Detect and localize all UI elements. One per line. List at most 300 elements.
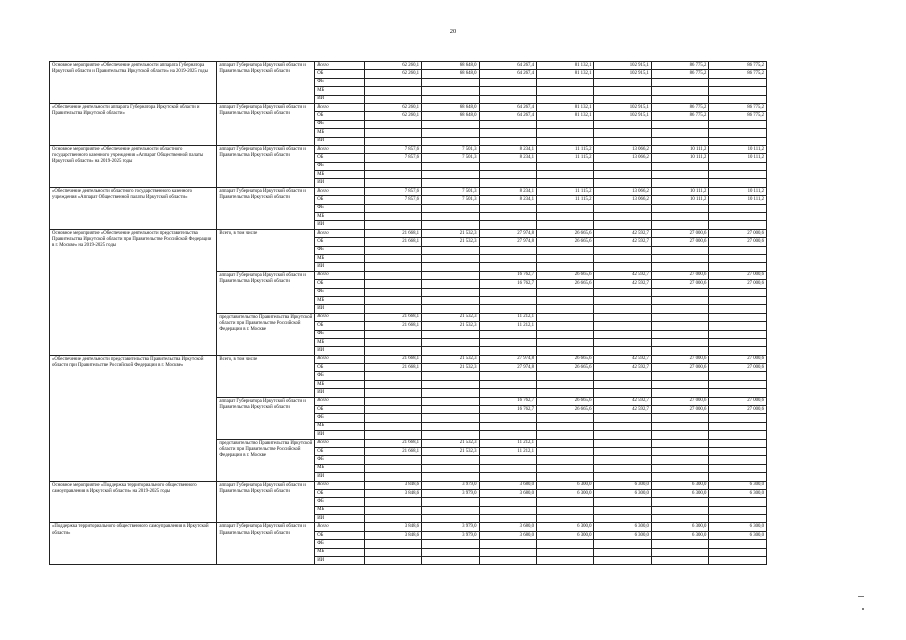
funding-source-cell: МБ (315, 296, 364, 304)
funding-source-cell: Всего (315, 187, 364, 195)
amount-cell (651, 498, 708, 506)
amount-cell: 62 260,1 (364, 112, 421, 120)
amount-cell (537, 347, 594, 355)
amount-cell (479, 515, 536, 523)
amount-cell (594, 548, 651, 556)
amount-cell (479, 498, 536, 506)
amount-cell: 68 648,0 (422, 62, 479, 70)
amount-cell: 27 974,8 (479, 355, 536, 363)
amount-cell (364, 372, 421, 380)
amount-cell: 62 260,1 (364, 62, 421, 70)
amount-cell (422, 397, 479, 405)
amount-cell: 21 532,3 (422, 322, 479, 330)
amount-cell (422, 263, 479, 271)
amount-cell (537, 305, 594, 313)
funding-source-cell: ОБ (315, 112, 364, 120)
amount-cell (709, 473, 767, 481)
amount-cell (479, 221, 536, 229)
funding-source-cell: ОБ (315, 280, 364, 288)
amount-cell (594, 557, 651, 565)
amount-cell: 13 066,2 (594, 187, 651, 195)
measure-name-cell: Основное мероприятие «Обеспечение деятельности аппарата Губернатора Иркутской области и Правительства Иркутской области» на 2019-2025 годы (50, 62, 217, 104)
amount-cell (594, 288, 651, 296)
funding-source-cell: ОБ (315, 154, 364, 162)
amount-cell (651, 548, 708, 556)
amount-cell: 10 111,2 (651, 145, 708, 153)
amount-cell (709, 129, 767, 137)
amount-cell: 21 532,3 (422, 238, 479, 246)
amount-cell: 27 000,6 (709, 229, 767, 237)
amount-cell (651, 414, 708, 422)
amount-cell (594, 447, 651, 455)
amount-cell: 21 532,3 (422, 364, 479, 372)
funding-source-cell: МБ (315, 338, 364, 346)
amount-cell: 21 532,3 (422, 313, 479, 321)
amount-cell (537, 137, 594, 145)
table-row (50, 187, 767, 195)
funding-source-cell: МБ (315, 422, 364, 430)
amount-cell (537, 464, 594, 472)
amount-cell: 26 665,6 (537, 355, 594, 363)
amount-cell: 68 648,0 (422, 70, 479, 78)
amount-cell (364, 87, 421, 95)
amount-cell (651, 221, 708, 229)
measure-name-cell: «Поддержка территориального общественного самоуправления в Иркутской области» (50, 523, 217, 565)
funding-source-cell: ФБ (315, 456, 364, 464)
amount-cell (709, 548, 767, 556)
funding-source-cell: ИИ (315, 221, 364, 229)
amount-cell (537, 179, 594, 187)
amount-cell: 64 267,4 (479, 103, 536, 111)
amount-cell (422, 162, 479, 170)
amount-cell (537, 372, 594, 380)
amount-cell (364, 305, 421, 313)
amount-cell: 6 300,0 (651, 489, 708, 497)
amount-cell (479, 473, 536, 481)
amount-cell: 21 668,1 (364, 447, 421, 455)
amount-cell: 3 848,6 (364, 489, 421, 497)
amount-cell (364, 254, 421, 262)
amount-cell (709, 296, 767, 304)
funding-source-cell: МБ (315, 254, 364, 262)
amount-cell: 68 648,0 (422, 112, 479, 120)
funding-source-cell: ОБ (315, 406, 364, 414)
table-row (50, 62, 767, 70)
amount-cell (364, 338, 421, 346)
amount-cell: 42 592,7 (594, 355, 651, 363)
amount-cell (422, 246, 479, 254)
amount-cell: 21 532,3 (422, 355, 479, 363)
amount-cell: 86 775,2 (709, 62, 767, 70)
funding-source-cell: ОБ (315, 489, 364, 497)
amount-cell: 62 260,1 (364, 70, 421, 78)
funding-source-cell: ИИ (315, 389, 364, 397)
table-body (50, 62, 767, 565)
amount-cell (537, 557, 594, 565)
funding-source-cell: МБ (315, 380, 364, 388)
amount-cell (422, 288, 479, 296)
table-row (50, 103, 767, 111)
amount-cell (422, 213, 479, 221)
amount-cell (422, 204, 479, 212)
amount-cell (651, 338, 708, 346)
amount-cell: 6 300,0 (537, 481, 594, 489)
amount-cell: 102 915,1 (594, 112, 651, 120)
amount-cell (594, 473, 651, 481)
amount-cell (651, 380, 708, 388)
amount-cell (594, 422, 651, 430)
amount-cell (479, 78, 536, 86)
amount-cell: 102 915,1 (594, 70, 651, 78)
amount-cell (479, 179, 536, 187)
amount-cell (422, 296, 479, 304)
amount-cell: 27 000,6 (651, 271, 708, 279)
amount-cell (422, 506, 479, 514)
amount-cell (594, 95, 651, 103)
amount-cell: 6 300,0 (651, 523, 708, 531)
amount-cell (364, 414, 421, 422)
executor-cell: аппарат Губернатора Иркутской области и Правительства Иркутской области (217, 62, 315, 104)
amount-cell: 11 115,2 (537, 187, 594, 195)
amount-cell: 86 775,2 (709, 112, 767, 120)
amount-cell (537, 313, 594, 321)
amount-cell (651, 372, 708, 380)
amount-cell (364, 213, 421, 221)
amount-cell (364, 422, 421, 430)
amount-cell: 21 668,1 (364, 322, 421, 330)
amount-cell: 86 775,2 (709, 70, 767, 78)
page-number: 20 (449, 28, 457, 35)
amount-cell (479, 347, 536, 355)
amount-cell (709, 338, 767, 346)
amount-cell: 27 974,8 (479, 238, 536, 246)
amount-cell (364, 431, 421, 439)
amount-cell (537, 447, 594, 455)
funding-source-cell: ОБ (315, 531, 364, 539)
amount-cell (651, 263, 708, 271)
amount-cell (709, 78, 767, 86)
amount-cell: 21 668,1 (364, 229, 421, 237)
amount-cell (479, 254, 536, 262)
amount-cell: 26 665,6 (537, 364, 594, 372)
amount-cell (709, 221, 767, 229)
amount-cell: 102 915,1 (594, 103, 651, 111)
amount-cell: 27 974,8 (479, 229, 536, 237)
amount-cell (422, 87, 479, 95)
executor-cell: аппарат Губернатора Иркутской области и Правительства Иркутской области (217, 523, 315, 565)
amount-cell (594, 347, 651, 355)
amount-cell: 3 848,6 (364, 523, 421, 531)
amount-cell (709, 322, 767, 330)
amount-cell (594, 540, 651, 548)
amount-cell (537, 473, 594, 481)
table-row (50, 229, 767, 237)
amount-cell (709, 422, 767, 430)
amount-cell: 27 974,8 (479, 364, 536, 372)
amount-cell (709, 162, 767, 170)
amount-cell (364, 246, 421, 254)
amount-cell (594, 305, 651, 313)
amount-cell (479, 305, 536, 313)
amount-cell (651, 305, 708, 313)
amount-cell: 8 234,1 (479, 154, 536, 162)
amount-cell (594, 254, 651, 262)
measure-name-cell: Основное мероприятие «Обеспечение деятельности представительства Правительства Иркутской области при Правительстве Российской Федерации в г. Москве» на 2019-2025 годы (50, 229, 217, 355)
amount-cell (364, 389, 421, 397)
amount-cell: 21 532,3 (422, 229, 479, 237)
measure-name-cell: Основное мероприятие «Поддержка территориального общественного самоуправления в Иркутской области» на 2019-2025 годы (50, 481, 217, 523)
executor-cell: аппарат Губернатора Иркутской области и Правительства Иркутской области (217, 397, 315, 439)
amount-cell (422, 280, 479, 288)
amount-cell (537, 380, 594, 388)
amount-cell: 86 775,2 (651, 112, 708, 120)
amount-cell: 21 668,1 (364, 355, 421, 363)
funding-source-cell: Всего (315, 229, 364, 237)
amount-cell (709, 213, 767, 221)
amount-cell: 6 300,0 (651, 531, 708, 539)
amount-cell (651, 330, 708, 338)
amount-cell (709, 330, 767, 338)
amount-cell (422, 330, 479, 338)
amount-cell (422, 137, 479, 145)
amount-cell (537, 254, 594, 262)
amount-cell (651, 87, 708, 95)
amount-cell: 27 000,6 (651, 229, 708, 237)
amount-cell: 10 111,2 (651, 187, 708, 195)
amount-cell (709, 263, 767, 271)
amount-cell (651, 473, 708, 481)
amount-cell: 42 592,7 (594, 397, 651, 405)
amount-cell: 10 111,2 (651, 154, 708, 162)
amount-cell (364, 473, 421, 481)
amount-cell: 3 979,0 (422, 523, 479, 531)
amount-cell (364, 120, 421, 128)
amount-cell: 42 592,7 (594, 238, 651, 246)
amount-cell (537, 221, 594, 229)
amount-cell (709, 171, 767, 179)
amount-cell (479, 95, 536, 103)
amount-cell: 27 000,6 (651, 238, 708, 246)
amount-cell: 21 532,3 (422, 447, 479, 455)
amount-cell: 7 501,3 (422, 145, 479, 153)
amount-cell (594, 179, 651, 187)
amount-cell: 27 000,6 (709, 355, 767, 363)
amount-cell (651, 254, 708, 262)
amount-cell (479, 557, 536, 565)
amount-cell (422, 254, 479, 262)
amount-cell (709, 557, 767, 565)
amount-cell (537, 515, 594, 523)
amount-cell (479, 372, 536, 380)
amount-cell (422, 473, 479, 481)
executor-cell: Всего, в том числе (217, 229, 315, 271)
executor-cell: аппарат Губернатора Иркутской области и Правительства Иркутской области (217, 103, 315, 145)
amount-cell: 6 300,0 (709, 523, 767, 531)
amount-cell: 6 300,0 (709, 489, 767, 497)
amount-cell (422, 406, 479, 414)
funding-source-cell: ОБ (315, 364, 364, 372)
funding-source-cell: МБ (315, 171, 364, 179)
amount-cell (651, 322, 708, 330)
amount-cell (479, 330, 536, 338)
amount-cell (479, 380, 536, 388)
funding-source-cell: МБ (315, 464, 364, 472)
amount-cell (594, 263, 651, 271)
amount-cell (709, 414, 767, 422)
amount-cell: 13 066,2 (594, 196, 651, 204)
funding-source-cell: ИИ (315, 347, 364, 355)
amount-cell: 81 132,1 (537, 103, 594, 111)
amount-cell (651, 515, 708, 523)
amount-cell (422, 347, 479, 355)
funding-source-cell: ФБ (315, 540, 364, 548)
amount-cell: 11 115,2 (537, 154, 594, 162)
amount-cell: 64 267,4 (479, 70, 536, 78)
amount-cell: 21 668,1 (364, 364, 421, 372)
amount-cell (364, 137, 421, 145)
amount-cell (537, 213, 594, 221)
amount-cell (537, 95, 594, 103)
amount-cell: 10 111,2 (709, 196, 767, 204)
funding-source-cell: ИИ (315, 557, 364, 565)
funding-source-cell: ОБ (315, 196, 364, 204)
amount-cell (651, 204, 708, 212)
amount-cell: 3 848,6 (364, 481, 421, 489)
scan-mark (858, 596, 864, 597)
amount-cell: 26 665,6 (537, 397, 594, 405)
amount-cell: 27 000,6 (651, 280, 708, 288)
amount-cell (537, 338, 594, 346)
amount-cell (651, 447, 708, 455)
amount-cell: 27 000,6 (651, 406, 708, 414)
amount-cell (651, 288, 708, 296)
amount-cell (537, 78, 594, 86)
funding-source-cell: ФБ (315, 414, 364, 422)
amount-cell (709, 498, 767, 506)
amount-cell (709, 288, 767, 296)
amount-cell (651, 439, 708, 447)
amount-cell (709, 515, 767, 523)
amount-cell (651, 431, 708, 439)
amount-cell: 8 234,1 (479, 145, 536, 153)
amount-cell (651, 120, 708, 128)
amount-cell (594, 78, 651, 86)
amount-cell (422, 179, 479, 187)
funding-source-cell: Всего (315, 523, 364, 531)
amount-cell (537, 414, 594, 422)
amount-cell (422, 431, 479, 439)
amount-cell (651, 296, 708, 304)
amount-cell (364, 171, 421, 179)
amount-cell (479, 548, 536, 556)
amount-cell (479, 263, 536, 271)
amount-cell (422, 540, 479, 548)
amount-cell: 13 066,2 (594, 154, 651, 162)
amount-cell: 6 300,0 (651, 481, 708, 489)
amount-cell (479, 171, 536, 179)
amount-cell: 81 132,1 (537, 112, 594, 120)
amount-cell (709, 87, 767, 95)
funding-source-cell: ФБ (315, 204, 364, 212)
amount-cell (594, 246, 651, 254)
amount-cell (537, 330, 594, 338)
executor-cell: аппарат Губернатора Иркутской области и Правительства Иркутской области (217, 271, 315, 313)
amount-cell: 26 665,6 (537, 280, 594, 288)
amount-cell (709, 431, 767, 439)
amount-cell (422, 305, 479, 313)
amount-cell: 21 668,1 (364, 439, 421, 447)
funding-source-cell: МБ (315, 548, 364, 556)
amount-cell (709, 246, 767, 254)
amount-cell (594, 372, 651, 380)
amount-cell (479, 431, 536, 439)
funding-source-cell: ФБ (315, 498, 364, 506)
amount-cell (594, 414, 651, 422)
amount-cell: 68 648,0 (422, 103, 479, 111)
amount-cell (709, 439, 767, 447)
amount-cell (364, 280, 421, 288)
funding-source-cell: Всего (315, 439, 364, 447)
amount-cell: 6 300,0 (709, 531, 767, 539)
amount-cell (537, 296, 594, 304)
amount-cell (537, 263, 594, 271)
amount-cell (594, 296, 651, 304)
amount-cell: 42 592,7 (594, 364, 651, 372)
funding-source-cell: МБ (315, 213, 364, 221)
amount-cell (594, 380, 651, 388)
amount-cell (709, 506, 767, 514)
funding-source-cell: ИИ (315, 305, 364, 313)
amount-cell (479, 213, 536, 221)
amount-cell (709, 380, 767, 388)
amount-cell (651, 246, 708, 254)
funding-source-cell: Всего (315, 397, 364, 405)
amount-cell: 16 762,7 (479, 271, 536, 279)
funding-source-cell: ИИ (315, 431, 364, 439)
amount-cell (594, 204, 651, 212)
amount-cell: 26 665,6 (537, 271, 594, 279)
amount-cell (364, 78, 421, 86)
amount-cell (651, 171, 708, 179)
amount-cell (364, 179, 421, 187)
amount-cell: 11 212,1 (479, 447, 536, 455)
amount-cell: 3 680,0 (479, 531, 536, 539)
amount-cell (537, 120, 594, 128)
amount-cell: 7 501,3 (422, 187, 479, 195)
amount-cell (709, 204, 767, 212)
amount-cell: 6 300,0 (537, 531, 594, 539)
amount-cell (364, 221, 421, 229)
funding-source-cell: Всего (315, 271, 364, 279)
funding-source-cell: ИИ (315, 95, 364, 103)
amount-cell (709, 347, 767, 355)
amount-cell (709, 120, 767, 128)
amount-cell (537, 431, 594, 439)
funding-source-cell: ОБ (315, 70, 364, 78)
amount-cell: 6 300,0 (594, 489, 651, 497)
amount-cell (479, 422, 536, 430)
funding-source-cell: МБ (315, 129, 364, 137)
measure-name-cell: Основное мероприятие «Обеспечение деятельности областного государственного казенного учреждения «Аппарат Общественной палаты Иркутской области» на 2019-2025 годы (50, 145, 217, 187)
amount-cell (537, 129, 594, 137)
executor-cell: Всего, в том числе (217, 355, 315, 397)
budget-table (49, 61, 767, 565)
amount-cell (537, 456, 594, 464)
amount-cell (364, 95, 421, 103)
amount-cell: 42 592,7 (594, 406, 651, 414)
amount-cell (364, 540, 421, 548)
amount-cell (709, 389, 767, 397)
